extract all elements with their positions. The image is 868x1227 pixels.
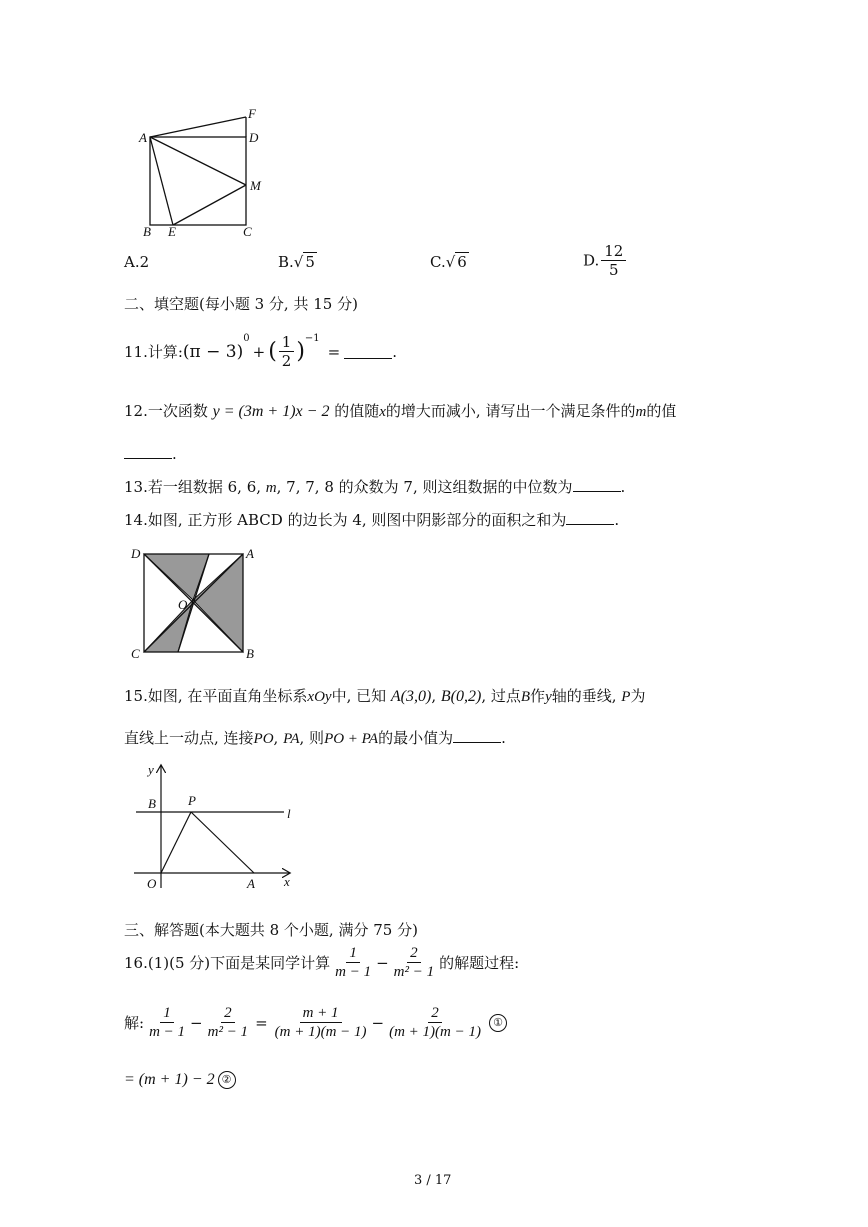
label-E: E bbox=[168, 224, 176, 239]
label-A: A bbox=[247, 876, 255, 891]
q16-s-f3-num: m + 1 bbox=[300, 1004, 342, 1023]
q15-point-B: B(0,2) bbox=[440, 688, 482, 705]
question-14 bbox=[124, 509, 619, 530]
q15-text-c: , 过点 bbox=[481, 687, 521, 705]
q15-text-g: 直线上一动点, 连接 bbox=[124, 729, 254, 747]
option-b: B.√ 5 bbox=[278, 253, 315, 271]
q16-minus: − bbox=[376, 953, 389, 972]
q16-sol-label: 解: bbox=[124, 1014, 145, 1032]
q16-s-f2-den: m² − 1 bbox=[207, 1024, 249, 1040]
label-D: D bbox=[131, 546, 141, 561]
q15-sep: , bbox=[273, 729, 279, 747]
q16-s-f4-num: 2 bbox=[428, 1004, 442, 1023]
option-d-den: 5 bbox=[609, 261, 619, 279]
q16-solution-line1 bbox=[124, 1004, 507, 1041]
q11-plus: + bbox=[252, 342, 266, 361]
q15-var-P: P bbox=[621, 689, 631, 705]
label-P: P bbox=[188, 793, 196, 808]
label-O: O bbox=[178, 597, 188, 612]
page-number: 3 / 17 bbox=[414, 1173, 452, 1188]
q15-text-h: , 则 bbox=[299, 729, 325, 747]
q16-s-minus2: − bbox=[371, 1013, 385, 1032]
q15-text-a: 15.如图, 在平面直角坐标系 bbox=[124, 687, 308, 705]
q15-text-b: 中, 已知 bbox=[331, 687, 387, 705]
q16-suffix: 的解题过程: bbox=[439, 954, 520, 972]
figure-q14 bbox=[128, 544, 260, 664]
label-C: C bbox=[131, 646, 140, 661]
option-a: A.2 bbox=[124, 253, 150, 271]
q11-eq: = bbox=[327, 342, 341, 361]
q16-solution-line2 bbox=[124, 1071, 236, 1089]
q12-text-d: 的值 bbox=[646, 402, 677, 420]
label-l: l bbox=[287, 806, 291, 821]
q15-text-i: 的最小值为 bbox=[378, 729, 454, 747]
q12-answer-blank[interactable] bbox=[124, 444, 172, 459]
label-A: A bbox=[246, 546, 254, 561]
label-O: O bbox=[147, 876, 157, 891]
label-B: B bbox=[148, 796, 156, 811]
q11-answer-blank[interactable] bbox=[344, 344, 392, 359]
question-16 bbox=[124, 944, 519, 981]
q11-exp1: −1 bbox=[304, 333, 320, 344]
q11-exp0: 0 bbox=[243, 333, 250, 344]
label-M: M bbox=[250, 178, 261, 193]
q16-f1-num: 1 bbox=[346, 944, 360, 963]
q12-formula: y = (3m + 1)x − 2 bbox=[212, 403, 330, 420]
q12-text-c: 的增大而减小, 请写出一个满足条件的 bbox=[385, 402, 636, 420]
q16-f1-den: m − 1 bbox=[335, 964, 372, 980]
question-12 bbox=[124, 400, 676, 421]
question-12-line2 bbox=[124, 444, 177, 463]
option-d bbox=[583, 242, 628, 279]
q11-prefix: 11.计算: bbox=[124, 343, 183, 361]
q16-s-f4-den: (m + 1)(m − 1) bbox=[389, 1024, 481, 1040]
q13-end: . bbox=[620, 478, 626, 496]
label-B: B bbox=[246, 646, 254, 661]
q12-text-b: 的值随 bbox=[334, 402, 380, 420]
q14-text: 14.如图, 正方形 ABCD 的边长为 4, 则图中阴影部分的面积之和为 bbox=[124, 511, 567, 529]
q11-frac-num: 1 bbox=[279, 333, 295, 352]
q14-answer-blank[interactable] bbox=[566, 510, 614, 525]
q16-s-eq: = bbox=[255, 1013, 268, 1032]
option-c-prefix: C. bbox=[430, 253, 446, 271]
option-d-num: 12 bbox=[601, 242, 626, 261]
figure-q10 bbox=[130, 104, 280, 240]
section-2-heading: 二、填空题(每小题 3 分, 共 15 分) bbox=[124, 295, 358, 313]
label-C: C bbox=[243, 224, 252, 239]
option-c-radicand: 6 bbox=[457, 253, 467, 271]
q16-f2-den: m² − 1 bbox=[393, 964, 435, 980]
q16-step1-marker: ① bbox=[489, 1014, 507, 1032]
q15-PO: PO bbox=[253, 731, 274, 747]
option-c: C.√ 6 bbox=[430, 253, 467, 271]
question-13 bbox=[124, 476, 625, 497]
option-b-prefix: B. bbox=[278, 253, 294, 271]
q16-s-f3-den: (m + 1)(m − 1) bbox=[274, 1024, 367, 1040]
q15-var-y: y bbox=[545, 689, 552, 705]
label-x: x bbox=[284, 874, 290, 889]
section-3-heading: 三、解答题(本大题共 8 个小题, 满分 75 分) bbox=[124, 921, 418, 939]
question-11: 11.计算: (π − 3) $^0$ + ( $\frac{1}{2}$ ) $^{-1}$ = . bbox=[124, 333, 398, 370]
label-A: A bbox=[139, 130, 147, 145]
q15-sum: PO + PA bbox=[324, 731, 379, 747]
q11-end: . bbox=[392, 342, 398, 361]
q12-end: . bbox=[172, 445, 177, 463]
q16-line2: = (m + 1) − 2 bbox=[124, 1071, 215, 1088]
q15-PA: PA bbox=[283, 731, 300, 747]
label-B: B bbox=[143, 224, 151, 239]
q15-point-A: A(3,0) bbox=[390, 688, 432, 705]
q16-s-f1-num: 1 bbox=[160, 1004, 174, 1023]
q15-xOy: xOy bbox=[307, 689, 332, 705]
q13-var-m: m bbox=[265, 480, 277, 496]
q15-var-B: B bbox=[520, 689, 531, 705]
option-b-radicand: 5 bbox=[305, 253, 315, 271]
q14-end: . bbox=[614, 511, 620, 529]
q15-end: . bbox=[501, 729, 506, 747]
label-D: D bbox=[249, 130, 259, 145]
label-y: y bbox=[148, 762, 154, 777]
q13-prefix: 13.若一组数据 6, 6, bbox=[124, 478, 262, 496]
q13-answer-blank[interactable] bbox=[573, 477, 621, 492]
q16-s-f2-num: 2 bbox=[221, 1004, 235, 1023]
q15-text-f: 为 bbox=[630, 687, 646, 705]
question-15-line2 bbox=[124, 727, 506, 748]
q15-answer-blank[interactable] bbox=[453, 728, 501, 743]
q15-comma: , bbox=[431, 687, 437, 705]
q11-frac-den: 2 bbox=[281, 352, 292, 370]
q12-var-m: m bbox=[635, 404, 647, 420]
figure-q15 bbox=[134, 760, 304, 892]
q12-var-x: x bbox=[379, 404, 386, 420]
q16-step2-marker: ② bbox=[218, 1071, 236, 1089]
q16-s-f1-den: m − 1 bbox=[149, 1024, 186, 1040]
option-d-prefix: D. bbox=[583, 251, 600, 270]
q15-text-e: 轴的垂线, bbox=[551, 687, 617, 705]
q13-middle: , 7, 7, 8 的众数为 7, 则这组数据的中位数为 bbox=[276, 478, 573, 496]
q12-text-a: 12.一次函数 bbox=[124, 402, 208, 420]
question-15-line1 bbox=[124, 685, 645, 706]
q16-s-minus: − bbox=[190, 1013, 203, 1032]
q16-prefix: 16.(1)(5 分)下面是某同学计算 bbox=[124, 954, 331, 972]
q16-f2-num: 2 bbox=[407, 944, 421, 963]
q15-text-d: 作 bbox=[530, 687, 546, 705]
label-F: F bbox=[248, 106, 256, 121]
q11-base: (π − 3) bbox=[182, 341, 244, 362]
